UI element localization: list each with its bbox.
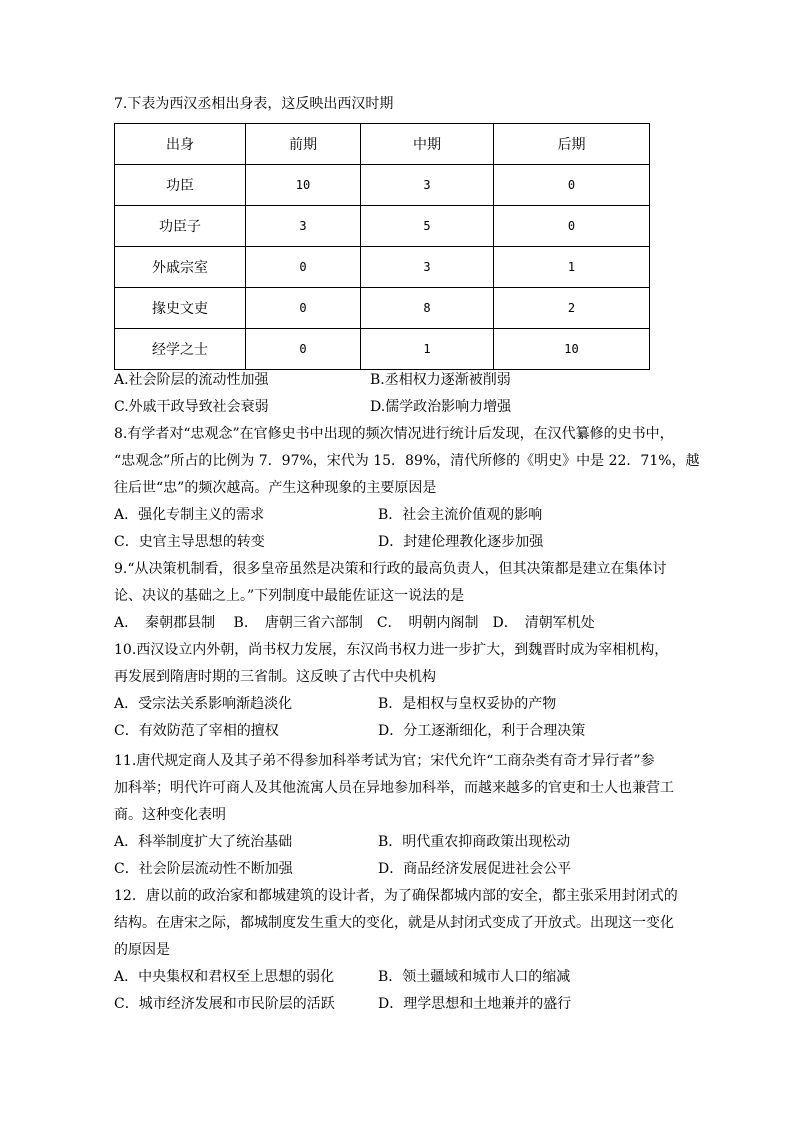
table-cell: 功臣 xyxy=(115,165,246,206)
table-cell: 1 xyxy=(494,247,650,288)
table-cell: 0 xyxy=(246,247,361,288)
q7-table xyxy=(114,123,650,370)
table-row xyxy=(115,206,650,247)
table-cell: 8 xyxy=(361,288,494,329)
q9-options: A． 秦朝郡县制 B． 唐朝三省六部制 C． 明朝内阁制 D． 清朝军机处 xyxy=(114,615,595,631)
table-cell: 5 xyxy=(361,206,494,247)
q9-line-2: 论、决议的基础之上。”下列制度中最能佐证这一说法的是 xyxy=(114,588,465,604)
q10-option-a: A．受宗法关系影响渐趋淡化 xyxy=(114,696,293,712)
table-cell: 10 xyxy=(494,329,650,370)
table-cell: 0 xyxy=(246,329,361,370)
q8-option-a: A．强化专制主义的需求 xyxy=(114,507,265,523)
q8-line-2: “忠观念”所占的比例为 7．97%，宋代为 15．89%，清代所修的《明史》中是 22．71%，越 xyxy=(114,453,700,469)
q12-line-2: 结构。在唐宋之际，都城制度发生重大的变化，就是从封闭式变成了开放式。出现这一变化 xyxy=(114,915,674,931)
table-cell: 功臣子 xyxy=(115,206,246,247)
table-cell: 3 xyxy=(246,206,361,247)
table-cell: 0 xyxy=(494,165,650,206)
q11-line-2: 加科举；明代许可商人及其他流寓人员在异地参加科举，而越来越多的官吏和士人也兼营工 xyxy=(114,780,674,796)
q12-option-d: D．理学思想和土地兼并的盛行 xyxy=(378,996,572,1012)
q12-line-1: 12．唐以前的政治家和都城建筑的设计者，为了确保都城内部的安全，都主张采用封闭式的 xyxy=(114,888,678,904)
table-cell: 3 xyxy=(361,165,494,206)
q9-line-1: 9.“从决策机制看，很多皇帝虽然是决策和行政的最高负责人，但其决策都是建立在集体讨 xyxy=(114,561,667,577)
q8-line-1: 8.有学者对“忠观念”在官修史书中出现的频次情况进行统计后发现，在汉代纂修的史书中， xyxy=(114,426,674,442)
table-row xyxy=(115,247,650,288)
table-cell: 0 xyxy=(494,206,650,247)
table-cell: 2 xyxy=(494,288,650,329)
table-row xyxy=(115,329,650,370)
q8-option-b: B．社会主流价值观的影响 xyxy=(378,507,543,523)
q7-option-d: D.儒学政治影响力增强 xyxy=(370,399,512,415)
table-cell: 外戚宗室 xyxy=(115,247,246,288)
table-header-cell: 出身 xyxy=(115,124,246,165)
q8-line-3: 往后世“忠”的频次越高。产生这种现象的主要原因是 xyxy=(114,480,437,496)
q10-line-2: 再发展到隋唐时期的三省制。这反映了古代中央机构 xyxy=(114,669,436,685)
table-cell: 1 xyxy=(361,329,494,370)
table-cell: 10 xyxy=(246,165,361,206)
q11-option-c: C．社会阶层流动性不断加强 xyxy=(114,861,293,877)
q11-option-d: D．商品经济发展促进社会公平 xyxy=(378,861,572,877)
q12-line-3: 的原因是 xyxy=(114,942,170,958)
q7-option-b: B.丞相权力逐渐被削弱 xyxy=(370,372,511,388)
table-cell: 3 xyxy=(361,247,494,288)
q7-option-a: A.社会阶层的流动性加强 xyxy=(114,372,269,388)
q10-option-d: D．分工逐渐细化，利于合理决策 xyxy=(378,723,586,739)
q10-line-1: 10.西汉设立内外朝，尚书权力发展，东汉尚书权力进一步扩大，到魏晋时成为宰相机构， xyxy=(114,642,669,658)
q10-option-b: B．是相权与皇权妥协的产物 xyxy=(378,696,557,712)
table-header-cell: 后期 xyxy=(494,124,650,165)
table-row xyxy=(115,288,650,329)
table-header-cell: 前期 xyxy=(246,124,361,165)
q12-option-a: A．中央集权和君权至上思想的弱化 xyxy=(114,969,335,985)
table-header-row xyxy=(115,124,650,165)
q10-option-c: C．有效防范了宰相的擅权 xyxy=(114,723,279,739)
table-cell: 经学之士 xyxy=(115,329,246,370)
q7-stem: 7.下表为西汉丞相出身表，这反映出西汉时期 xyxy=(114,96,394,112)
table-cell: 0 xyxy=(246,288,361,329)
q8-option-d: D．封建伦理教化逐步加强 xyxy=(378,534,544,550)
q11-line-1: 11.唐代规定商人及其子弟不得参加科举考试为官；宋代允许“工商杂类有奇才异行者”参 xyxy=(114,753,655,769)
table-header-cell: 中期 xyxy=(361,124,494,165)
q8-option-c: C．史官主导思想的转变 xyxy=(114,534,265,550)
q12-option-c: C．城市经济发展和市民阶层的活跃 xyxy=(114,996,335,1012)
table-cell: 掾史文吏 xyxy=(115,288,246,329)
q7-option-c: C.外戚干政导致社会衰弱 xyxy=(114,399,269,415)
q12-option-b: B．领土疆域和城市人口的缩减 xyxy=(378,969,571,985)
q11-line-3: 商。这种变化表明 xyxy=(114,807,226,823)
q11-option-a: A．科举制度扩大了统治基础 xyxy=(114,834,293,850)
q11-option-b: B．明代重农抑商政策出现松动 xyxy=(378,834,571,850)
table-row xyxy=(115,165,650,206)
